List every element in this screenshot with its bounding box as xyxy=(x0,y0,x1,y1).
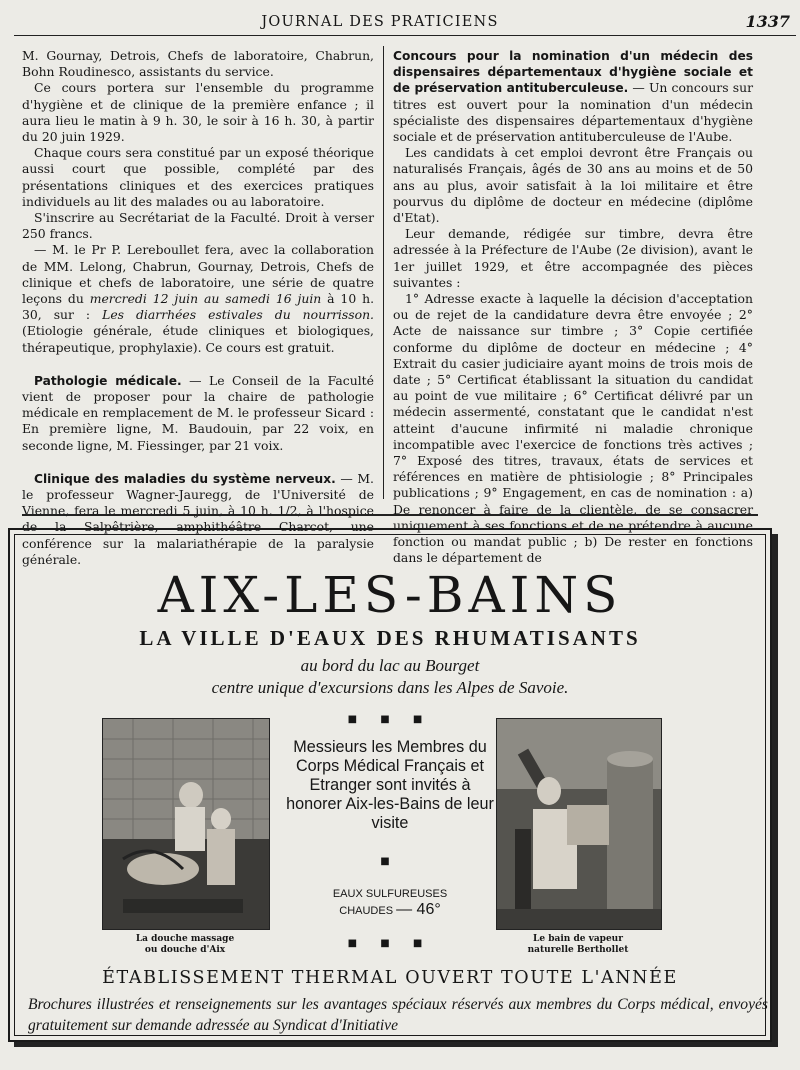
text-run: mercredi 12 juin au samedi 16 juin xyxy=(89,291,322,307)
section-pathologie xyxy=(22,373,374,454)
header-rule xyxy=(14,35,796,36)
photo-bain-vapeur xyxy=(496,718,662,930)
paragraph: Chaque cours sera constitué par un exposé théorique aussi court que possible, complété par des présentations cliniques et des exercices pratiques individuels au lit des malades ou au laboratoire. xyxy=(22,145,374,209)
paragraph: Leur demande, rédigée sur timbre, devra être adressée à la Préfecture de l'Aube (2e division), avant le 1er juillet 1929, et être accompagnée des pièces suivantes : xyxy=(393,226,753,290)
advert-shadow xyxy=(14,1042,778,1047)
text-run: Les diarrhées estivales du nourrisson. xyxy=(102,307,374,323)
advert-subtitle: LA VILLE D'EAUX DES RHUMATISANTS xyxy=(139,626,641,650)
text-run: — M. le professeur Wagner-Jauregg, de l'Université de Vienne, fera le mercredi 5 juin, à 10 h. 1/2, à l'hospice de la Salpêtrière, amphithéâtre Charcot, une conférence sur la malariathérapie de la paralysie générale. xyxy=(22,470,374,567)
photo-douche-massage xyxy=(102,718,270,930)
caption-line: La douche massage xyxy=(135,934,235,944)
paragraph: 1° Adresse exacte à laquelle la décision d'acceptation ou de rejet de la candidature devra être envoyée ; 2° Acte de naissance sur timbre ; 3° Copie certifiée conforme du diplôme de docteur en médecine ; 4° Extrait du casier judiciaire ayant moins de trois mois de date ; 5° Certificat établissant la situation du candidat au point de vue militaire ; 6° Certificat délivré par un médecin assermenté, constatant que le candidat n'est atteint d'aucune infirmité ni maladie chronique incompatible avec l'exercice de fonctions très actives ; 7° Exposé des titres, travaux, états de services et références en matière de phtisiologie ; 8° Principales publications ; 9° Engagement, en cas de nomination : a) De renoncer à faire de la clientèle, de se consacrer uniquement à ses fonctions et de ne prétendre à aucune fonction ou mandat public ; b) De rester en fonctions dans le département de xyxy=(393,291,753,566)
text-run: (Etiologie générale, étude cliniques et biologiques, thérapeutique, prophylaxie). Ce cours est gratuit. xyxy=(22,323,374,355)
advert-tagline: centre unique d'excursions dans les Alpes de Savoie. xyxy=(211,678,569,697)
caption-line: ou douche d'Aix xyxy=(144,945,226,955)
section-concours xyxy=(393,48,753,145)
caption-line: naturelle Berthollet xyxy=(527,945,629,955)
invitation-text: Messieurs les Membres du Corps Médical Français et Etranger sont invités à honorer Aix-les-Bains de leur visite xyxy=(286,738,494,832)
paragraph: Les candidats à cet emploi devront être Français ou naturalisés Français, âgés de 30 ans au moins et de 50 ans au plus, avoir satisfait à la loi militaire et être pourvus du diplôme de docteur en médecine (diplôme d'Etat). xyxy=(393,145,753,226)
text-run: — Le Conseil de la Faculté vient de proposer pour la chaire de pathologie médicale en remplacement de M. le professeur Sicard : En première ligne, M. Baudouin, par 22 voix, en seconde ligne, M. Fiessinger, par 21 voix. xyxy=(22,372,374,453)
section-heading: Concours pour la nomination d'un médecin des dispensaires départementaux d'hygiène sociale et de préservation antituberculeuse. xyxy=(393,49,753,96)
section-rule xyxy=(22,514,758,516)
column-divider xyxy=(383,46,384,499)
temperature-value: — 46° xyxy=(396,901,441,918)
text-run: à 10 h. 30, sur : xyxy=(22,291,375,323)
right-column xyxy=(393,48,753,567)
etablissement-line: ÉTABLISSEMENT THERMAL OUVERT TOUTE L'ANNÉE xyxy=(102,968,678,988)
ornament-dot: ■ xyxy=(380,856,400,867)
page-header xyxy=(0,10,800,36)
advert-shadow xyxy=(772,534,778,1046)
advert-tagline: au bord du lac au Bourget xyxy=(300,656,480,675)
text-run: — M. le Pr P. Lereboullet fera, avec la collaboration de MM. Lelong, Chabrun, Gournay, Detrois, Chefs de clinique et chefs de laboratoire, une série de quatre leçons du xyxy=(22,242,374,307)
brochures-text: Brochures illustrées et renseignements sur les avantages spéciaux réservés aux membres du Corps médical, envoyés gratuitement sur demande adressée au Syndicat d'Initiative xyxy=(28,996,768,1034)
ornament-dots: ■ ■ ■ xyxy=(347,714,433,725)
section-heading: Pathologie médicale. xyxy=(34,373,182,388)
left-column xyxy=(22,48,374,568)
paragraph: S'inscrire au Secrétariat de la Faculté. Droit à verser 250 francs. xyxy=(22,210,374,242)
paragraph: M. Gournay, Detrois, Chefs de laboratoire, Chabrun, Bohn Roudinesco, assistants du service. xyxy=(22,48,374,80)
section-heading: Clinique des maladies du système nerveux. xyxy=(34,471,336,486)
chaudes-label: CHAUDES xyxy=(339,905,394,917)
advert-title: AIX-LES-BAINS xyxy=(157,566,623,624)
ornament-dots: ■ ■ ■ xyxy=(347,938,433,949)
text-run: — Un concours sur titres est ouvert pour la nomination d'un médecin spécialiste des dispensaires départementaux d'hygiène sociale et de préservation antituberculeuse de l'Aube. xyxy=(393,80,753,145)
paragraph: Ce cours portera sur l'ensemble du programme d'hygiène et de clinique de la première enfance ; il aura lieu le matin à 9 h. 30, le soir à 16 h. 30, à partir du 20 juin 1929. xyxy=(22,80,374,145)
caption-line: Le bain de vapeur xyxy=(533,934,623,944)
paragraph xyxy=(22,242,374,355)
eaux-label: EAUX SULFUREUSES xyxy=(332,888,448,900)
journal-title: JOURNAL DES PRATICIENS xyxy=(261,14,499,30)
page-number: 1337 xyxy=(745,12,790,31)
water-info xyxy=(290,886,490,919)
chaudes-line xyxy=(290,902,490,919)
advertisement xyxy=(8,528,772,1042)
